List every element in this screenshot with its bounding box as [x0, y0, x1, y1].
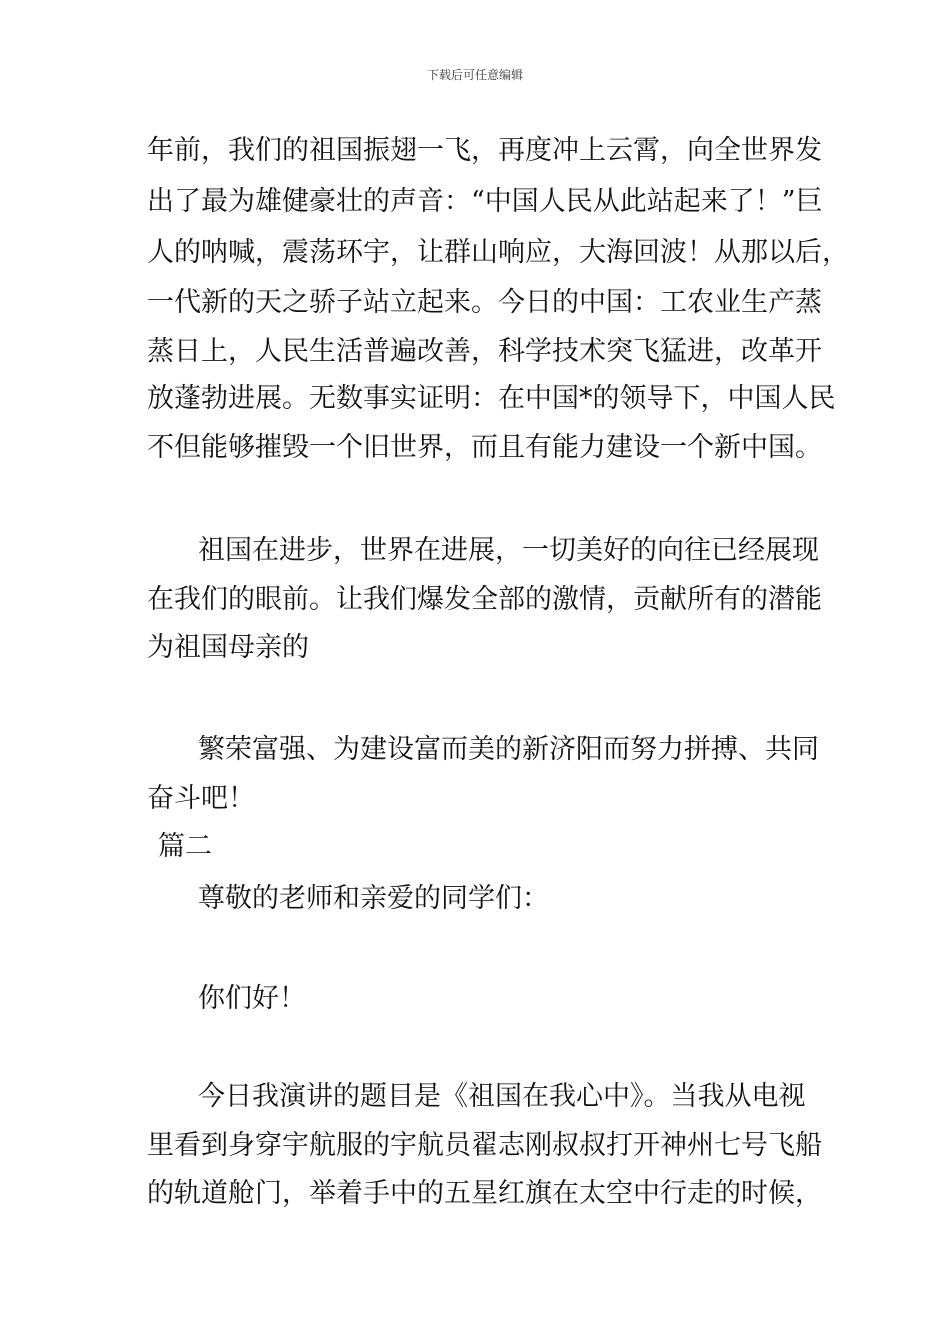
paragraph-line: 为祖国母亲的 — [147, 632, 309, 663]
section-heading: 篇二 — [158, 831, 212, 862]
salutation: 尊敬的老师和亲爱的同学们： — [198, 883, 549, 914]
paragraph-line: 不但能够摧毁一个旧世界，而且有能力建设一个新中国。 — [147, 432, 822, 463]
paragraph-line: 一代新的天之骄子站立起来。今日的中国：工农业生产蒸 — [147, 287, 822, 318]
paragraph-line: 年前，我们的祖国振翅一飞，再度冲上云霄，向全世界发 — [147, 135, 822, 166]
page-header: 下载后可任意编辑 — [426, 68, 523, 82]
paragraph-line: 出了最为雄健豪壮的声音：“中国人民从此站起来了！”巨 — [147, 186, 823, 217]
paragraph-line: 在我们的眼前。让我们爆发全部的激情，贡献所有的潜能 — [147, 584, 822, 615]
paragraph-line: 奋斗吧！ — [147, 783, 255, 814]
paragraph-line: 的轨道舱门，举着手中的五星红旗在太空中行走的时候， — [147, 1178, 822, 1209]
paragraph-line: 今日我演讲的题目是《祖国在我心中》。当我从电视 — [198, 1081, 806, 1112]
greeting: 你们好！ — [198, 983, 306, 1014]
paragraph-line: 蒸日上，人民生活普遍改善，科学技术突飞猛进，改革开 — [147, 336, 822, 367]
paragraph-line: 繁荣富强、为建设富而美的新济阳而努力拼搏、共同 — [198, 734, 819, 765]
paragraph-line: 里看到身穿宇航服的宇航员翟志刚叔叔打开神州七号飞船 — [147, 1130, 822, 1161]
paragraph-line: 祖国在进步，世界在进展，一切美好的向往已经展现 — [198, 535, 819, 566]
paragraph-line: 放蓬勃进展。无数事实证明：在中国*的领导下，中国人民 — [147, 383, 836, 414]
paragraph-line: 人的呐喊，震荡环宇，让群山响应，大海回波！从那以后， — [147, 237, 849, 268]
